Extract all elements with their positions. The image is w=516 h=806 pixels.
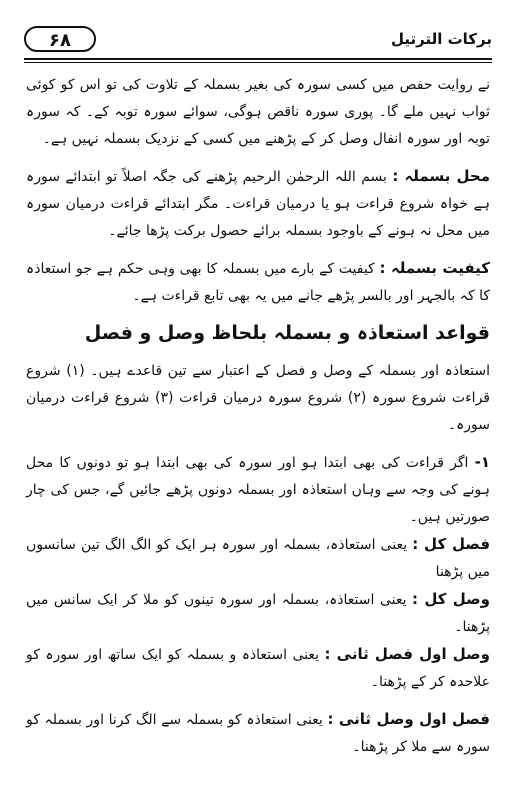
paragraph-1: نے روایت حفص میں کسی سورہ کی بغیر بسملہ کے تلاوت کی تو اس کو کوئی ثواب نہیں ملے گا۔ پوری سورہ ناقص ہوگی، سوائے سورہ توبہ کے۔ کہ سورہ توبہ اور سورہ انفال وصل کر کے پڑھنے میں کسی کے نزدیک بسملہ نہیں ہے۔ [26,77,490,147]
term-fasl-awwal-wasl-sani: فصل اول وصل ثانی : [327,710,490,728]
running-title: برکات الترتیل [391,30,492,48]
header-rule [24,58,492,60]
text-fasl-kul: یعنی استعاذہ، بسملہ اور سورہ ہر ایک کو الگ الگ تین سانسوں میں پڑھنا [26,537,490,580]
section-heading: قواعد استعاذہ و بسملہ بلحاظ وصل و فصل [84,322,490,344]
paragraph-kaifiyat-bismillah [26,255,490,310]
term-wasl-kul: وصل کل : [412,590,491,608]
text-wasl-awwal-fasl-sani: یعنی استعاذہ و بسملہ کو ایک ساتھ اور سورہ کو علاحدہ کر کے پڑھنا۔ [26,647,490,690]
rule-1 [26,449,490,531]
text-kaifiyat-bismillah: کیفیت کے بارے میں بسملہ کا بھی وہی حکم ہے جو استعاذہ کا کہ بالجہر اور بالسر پڑھے جانے میں یہ بھی تابع قراءت ہے۔ [26,261,490,304]
page-header [24,26,492,56]
list-item [26,641,490,696]
text-mahal-bismillah: بسم اللہ الرحمٰن الرحیم پڑھنے کی جگہ اصلاً تو ابتدائے سورہ ہے خواہ شروع قراءت ہو یا درمیان قراءت۔ مگر ابتدائے قراءت درمیان سورہ میں محل نہ ہونے کے باوجود بسملہ برائے حصول برکت پڑھا جائے۔ [26,169,490,239]
header-rule-thin [24,62,492,63]
page-number: ۶۸ [24,26,96,52]
rule-1-text: اگر قراءت کی بھی ابتدا ہو اور سورہ کی بھی ابتدا ہو تو دونوں کا محل ہونے کی وجہ سے وہاں استعاذہ اور بسملہ دونوں پڑھے جائیں گے، جس کی چار صورتیں ہیں۔ [26,455,490,525]
term-fasl-kul: فصل کل : [412,535,491,553]
term-kaifiyat-bismillah: کیفیت بسملہ : [379,259,491,277]
page-body [26,72,490,761]
list-item [26,706,490,761]
term-mahal-bismillah: محل بسملہ : [392,167,491,185]
list-item [26,531,490,586]
text-fasl-awwal-wasl-sani: یعنی استعاذہ کو بسملہ سے الگ کرنا اور بسملہ کو سورہ سے ملا کر پڑھنا۔ [26,712,490,755]
paragraph-mahal-bismillah [26,163,490,245]
term-wasl-awwal-fasl-sani: وصل اول فصل ثانی : [324,645,490,663]
section-intro: استعاذہ اور بسملہ کے وصل و فصل کے اعتبار سے تین قاعدے ہیں۔ (۱) شروع قراءت شروع سورہ (۲) شروع سورہ درمیان قراءت (۳) شروع قراءت درمیان سورہ۔ [26,363,490,433]
list-item [26,586,490,641]
rule-1-number: ۱- [474,453,490,471]
text-wasl-kul: یعنی استعاذہ، بسملہ اور سورہ تینوں کو ملا کر ایک سانس میں پڑھنا۔ [26,592,490,635]
